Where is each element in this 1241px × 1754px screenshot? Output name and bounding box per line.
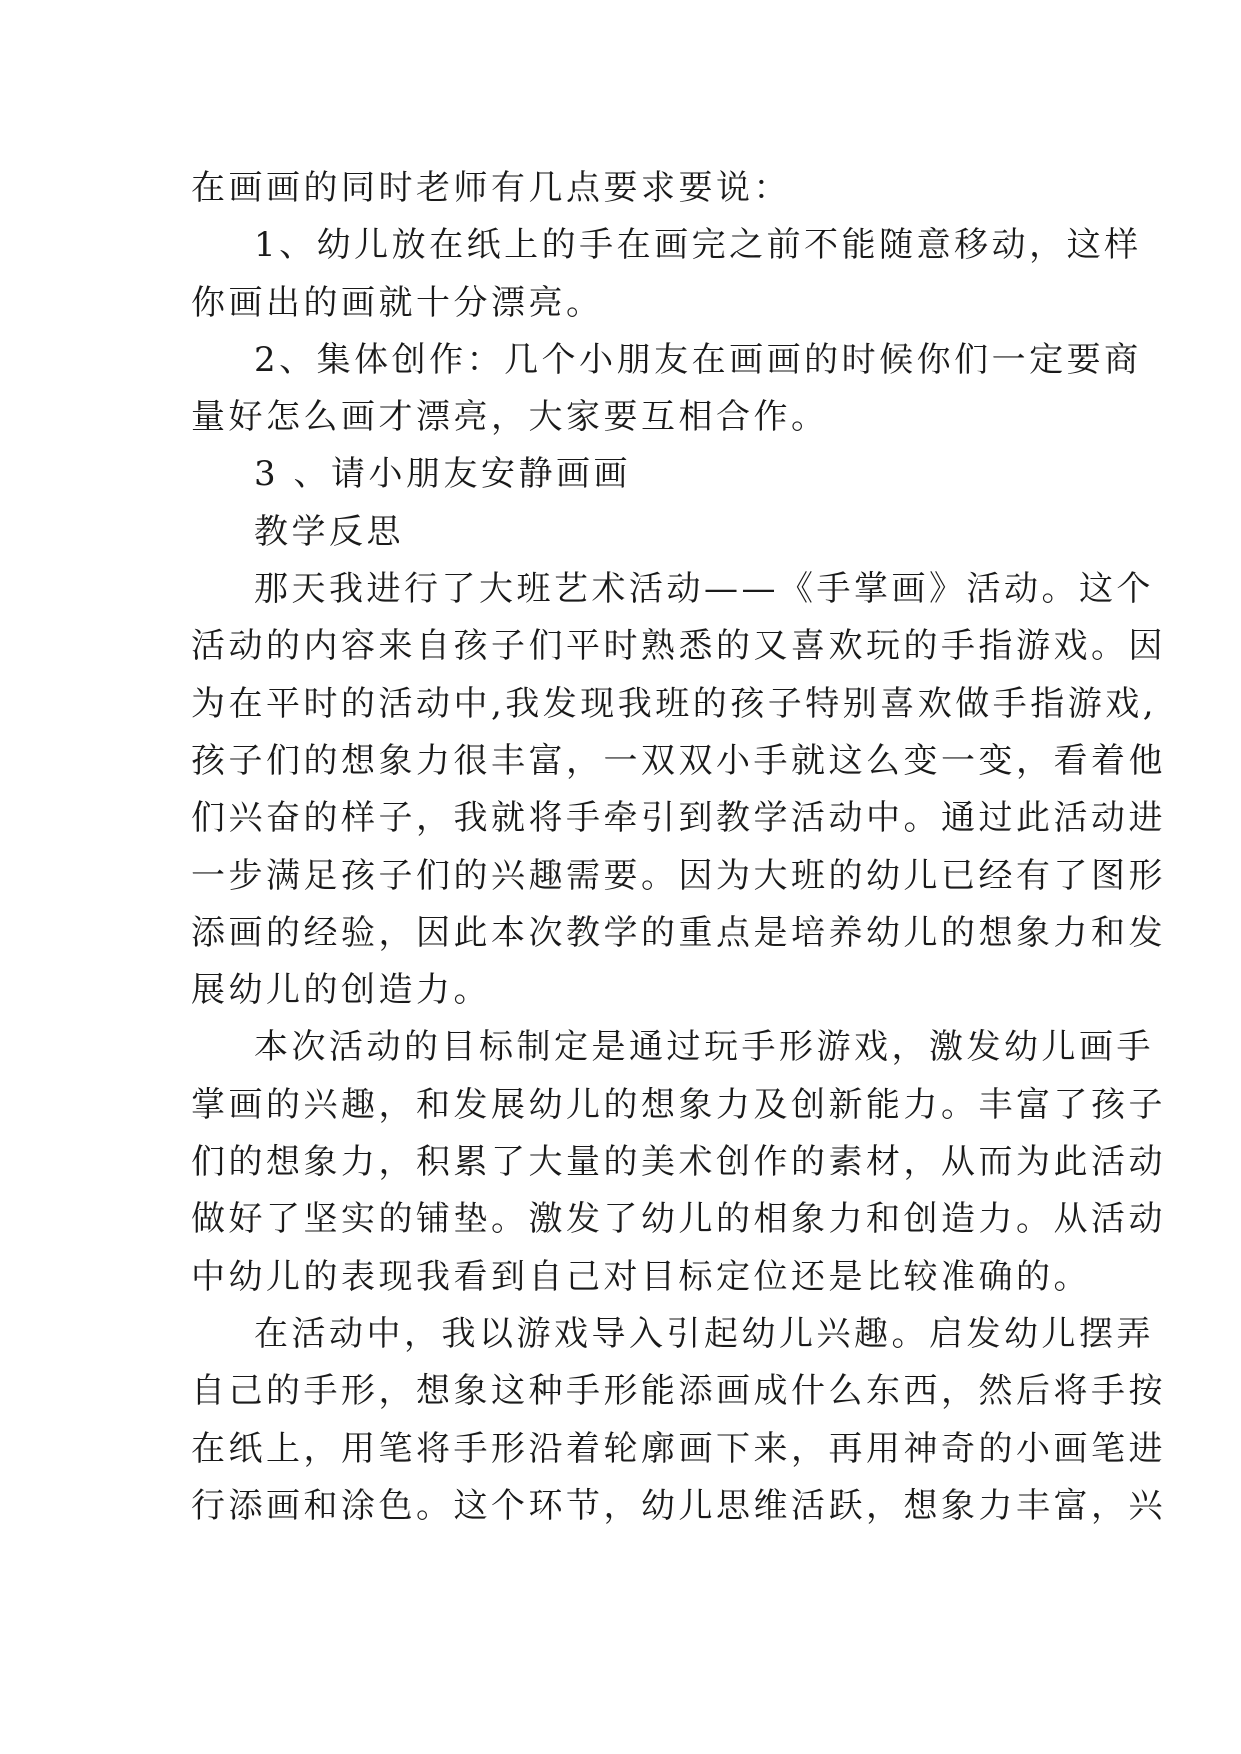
document-body [191, 160, 1166, 1535]
text-line: 那天我进行了大班艺术活动——《手掌画》活动。这个 [254, 569, 1154, 610]
text-line: 你画出的画就十分漂亮。 [191, 282, 604, 323]
text-line: 量好怎么画才漂亮，大家要互相合作。 [191, 397, 829, 438]
text-line: 2、集体创作：几个小朋友在画画的时候你们一定要商 [254, 339, 1142, 380]
text-line: 3 、请小朋友安静画画 [254, 454, 631, 495]
text-line: 孩子们的想象力很丰富，一双双小手就这么变一变，看着他 [191, 740, 1166, 781]
text-line: 在画画的同时老师有几点要求要说： [191, 168, 791, 208]
text-line: 在活动中，我以游戏导入引起幼儿兴趣。启发幼儿摆弄 [254, 1313, 1154, 1354]
text-line: 添画的经验，因此本次教学的重点是培养幼儿的想象力和发 [191, 912, 1166, 953]
text-line: 本次活动的目标制定是通过玩手形游戏，激发幼儿画手 [254, 1027, 1154, 1068]
text-line: 行添画和涂色。这个环节，幼儿思维活跃，想象力丰富，兴 [191, 1485, 1166, 1526]
text-line: 在纸上，用笔将手形沿着轮廓画下来，再用神奇的小画笔进 [191, 1428, 1166, 1469]
text-line: 中幼儿的表现我看到自己对目标定位还是比较准确的。 [191, 1256, 1091, 1297]
text-line: 展幼儿的创造力。 [191, 970, 491, 1011]
text-line: 1、幼儿放在纸上的手在画完之前不能随意移动，这样 [254, 225, 1142, 266]
text-line: 做好了坚实的铺垫。激发了幼儿的相象力和创造力。从活动 [191, 1199, 1166, 1240]
text-line: 自己的手形，想象这种手形能添画成什么东西，然后将手按 [191, 1371, 1166, 1412]
text-line: 为在平时的活动中,我发现我班的孩子特别喜欢做手指游戏, [191, 683, 1158, 724]
text-line: 一步满足孩子们的兴趣需要。因为大班的幼儿已经有了图形 [191, 855, 1166, 896]
text-line: 教学反思 [254, 511, 404, 552]
text-line: 活动的内容来自孩子们平时熟悉的又喜欢玩的手指游戏。因 [191, 626, 1166, 667]
text-line: 掌画的兴趣，和发展幼儿的想象力及创新能力。丰富了孩子 [191, 1084, 1166, 1125]
text-line: 们的想象力，积累了大量的美术创作的素材，从而为此活动 [191, 1142, 1166, 1183]
text-line: 们兴奋的样子，我就将手牵引到教学活动中。通过此活动进 [191, 798, 1166, 839]
